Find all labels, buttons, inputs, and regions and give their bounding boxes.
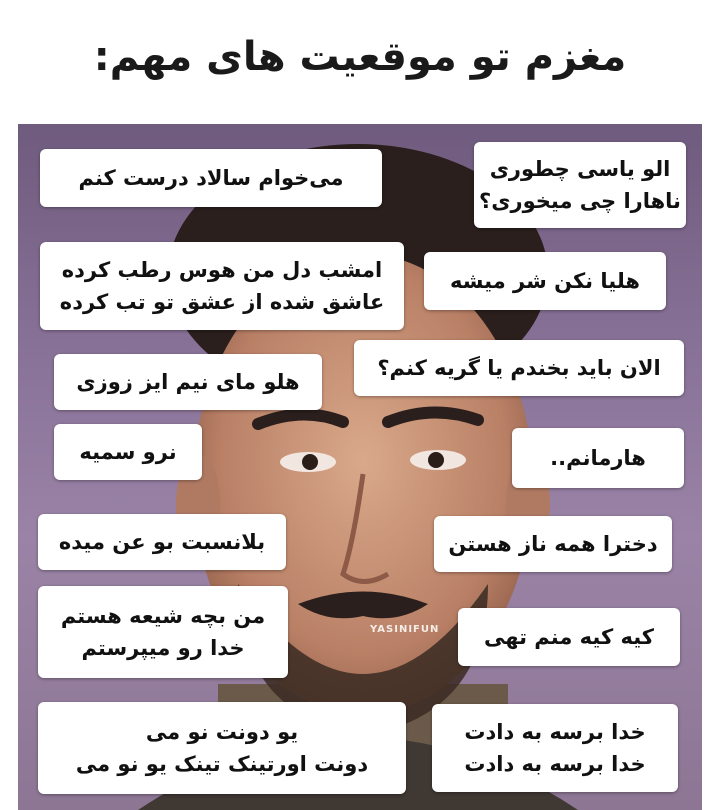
caption-line: هلو مای نیم ایز زوزی	[76, 370, 300, 394]
caption-bubble-4	[40, 242, 404, 330]
meme-photo	[18, 124, 702, 810]
caption-bubble-12	[38, 586, 288, 678]
caption-line: کیه کیه منم تهی	[484, 625, 655, 649]
caption-line: من بچه شیعه هستم	[60, 604, 266, 628]
caption-bubble-11	[458, 608, 680, 666]
caption-bubble-5	[354, 340, 684, 396]
caption-line: خدا برسه به دادت	[464, 720, 646, 744]
caption-line: می‌خوام سالاد درست کنم	[78, 166, 344, 190]
caption-bubble-10	[38, 514, 286, 570]
caption-bubble-1	[474, 142, 686, 228]
caption-line: دخترا همه ناز هستن	[448, 532, 658, 556]
watermark-text: YASINIFUN	[370, 624, 440, 635]
caption-line: خدا برسه به دادت	[464, 752, 646, 776]
caption-line: هلیا نکن شر میشه	[450, 269, 640, 293]
caption-bubble-14	[38, 702, 406, 794]
caption-bubble-7	[512, 428, 684, 488]
caption-bubble-13	[432, 704, 678, 792]
caption-bubble-6	[54, 354, 322, 410]
caption-line: خدا رو میپرستم	[81, 636, 245, 660]
caption-bubble-2	[40, 149, 382, 207]
caption-bubble-3	[424, 252, 666, 310]
caption-line: ناهارا چی میخوری؟	[479, 189, 681, 213]
caption-line: الان باید بخندم یا گریه کنم؟	[377, 356, 661, 380]
caption-bubble-9	[434, 516, 672, 572]
caption-line: هارمانم..	[550, 446, 646, 470]
caption-line: بلانسبت بو عن میده	[58, 530, 266, 554]
caption-line: نرو سمیه	[79, 440, 177, 464]
caption-line: امشب دل من هوس رطب کرده	[61, 258, 383, 282]
page-title: مغزم تو موقعیت های مهم:	[93, 34, 627, 80]
caption-line: دونت اورتینک تینک یو نو می	[75, 752, 369, 776]
caption-line: یو دونت نو می	[145, 720, 299, 744]
caption-bubble-8	[54, 424, 202, 480]
caption-line: الو یاسی چطوری	[489, 157, 671, 181]
caption-line: عاشق شده از عشق تو تب کرده	[59, 290, 385, 314]
